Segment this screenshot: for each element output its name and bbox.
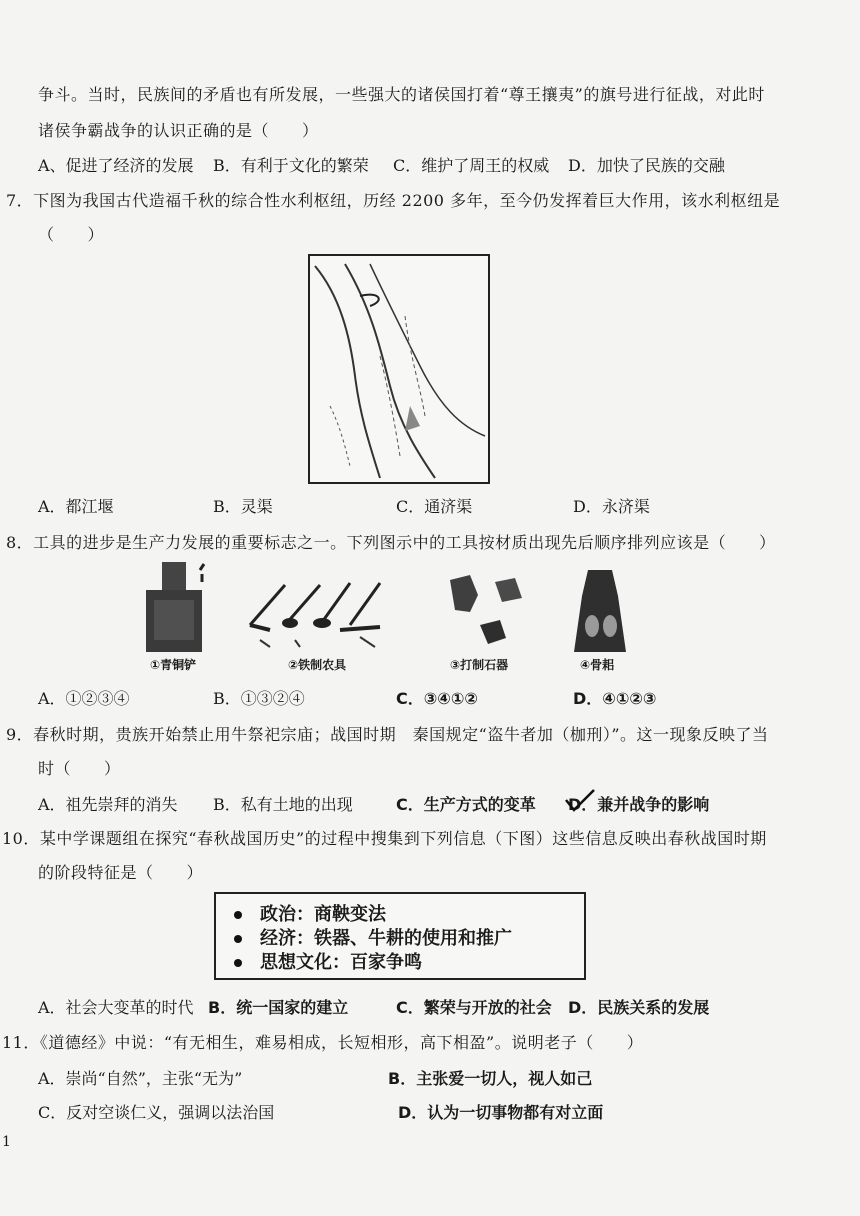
q10-stem-line1: 10．某中学课题组在探究“春秋战国历史”的过程中搜集到下列信息（下图）这些信息反映出春秋战国时期 [2, 829, 767, 848]
q10-option-b[interactable]: B．统一国家的建立 [208, 998, 349, 1017]
bullet-icon [234, 959, 242, 967]
page-edge-mark: 1 [2, 1134, 12, 1150]
q8-option-b[interactable]: B．灵渠 [213, 497, 273, 516]
q7-option-a[interactable]: A、促进了经济的发展 [38, 156, 194, 175]
q7-option-b[interactable]: B．有利于文化的繁荣 [213, 156, 369, 175]
chipped-stone-tools-icon [440, 570, 530, 650]
q11-stem-line1: 11．《道德经》中说：“有无相生，难易相成，长短相形，高下相盈”。说明老子（ ） [2, 1033, 644, 1052]
q9-stem-line2: 时（ ） [38, 759, 121, 778]
bronze-shovel-icon [140, 560, 212, 656]
q7-option-d[interactable]: D．加快了民族的交融 [568, 156, 725, 175]
bone-spade-icon [570, 566, 630, 656]
checkmark-icon [562, 786, 598, 818]
q9-option-b[interactable]: B．私有土地的出现 [213, 795, 353, 814]
q8-option-a[interactable]: A．都江堰 [38, 497, 114, 516]
dujiangyan-map-figure [308, 254, 490, 484]
q8-option-c[interactable]: C．通济渠 [396, 497, 473, 516]
bronze-shovel-image [140, 560, 212, 660]
q10-option-a[interactable]: A．社会大变革的时代 [38, 998, 194, 1017]
q8-stem-line2: （ ） [38, 225, 105, 244]
q9-option-a[interactable]: A．祖先崇拜的消失 [38, 795, 178, 814]
q11-option-c[interactable]: C．反对空谈仁义，强调以法治国 [38, 1103, 275, 1122]
q8b-stem-line1: 8．工具的进步是生产力发展的重要标志之一。下列图示中的工具按材质出现先后顺序排列应该是（ ） [6, 533, 776, 552]
info-item-politics: 政治：商鞅变法 [234, 900, 386, 926]
q7-option-c[interactable]: C．维护了周王的权威 [393, 156, 550, 175]
q9-stem-line1: 9．春秋时期，贵族开始禁止用牛祭祀宗庙；战国时期 秦国规定“盗牛者加（枷刑）”。这一现象反映了当 [6, 725, 769, 744]
q10-stem-line2: 的阶段特征是（ ） [38, 863, 204, 882]
q9-option-d[interactable]: D．兼并战争的影响 [568, 795, 710, 814]
q8b-option-a[interactable]: A．①②③④ [38, 689, 130, 708]
info-item-economy: 经济：铁器、牛耕的使用和推广 [234, 924, 512, 950]
q11-option-b[interactable]: B．主张爱一切人，视人如己 [388, 1069, 593, 1088]
q10-option-c[interactable]: C．繁荣与开放的社会 [396, 998, 552, 1017]
q9-option-c[interactable]: C．生产方式的变革 [396, 795, 536, 814]
info-box [214, 892, 586, 980]
stone-tools-image [440, 570, 530, 654]
bone-spade-image [570, 566, 630, 660]
river-map-icon [310, 256, 488, 482]
q8b-option-c[interactable]: C．③④①② [396, 689, 478, 708]
caption-stone-tools: ③打制石器 [450, 658, 509, 672]
iron-farm-tools-icon [240, 575, 390, 655]
bullet-icon [234, 911, 242, 919]
caption-bronze-shovel: ①青铜铲 [150, 658, 197, 672]
q8b-option-b[interactable]: B．①③②④ [213, 689, 305, 708]
q11-option-d[interactable]: D．认为一切事物都有对立面 [398, 1103, 604, 1122]
q10-option-d[interactable]: D．民族关系的发展 [568, 998, 710, 1017]
info-item-culture: 思想文化：百家争鸣 [234, 948, 422, 974]
q11-option-a[interactable]: A．崇尚“自然”，主张“无为” [38, 1069, 243, 1088]
caption-iron-tools: ②铁制农具 [288, 658, 347, 672]
caption-bone-spade: ④骨耜 [580, 658, 615, 672]
q8-option-d[interactable]: D．永济渠 [573, 497, 650, 516]
q8b-option-d[interactable]: D．④①②③ [573, 689, 657, 708]
q7-stem-line2: 诸侯争霸战争的认识正确的是（ ） [38, 121, 319, 140]
bullet-icon [234, 935, 242, 943]
q7-stem-line1: 争斗。当时，民族间的矛盾也有所发展，一些强大的诸侯国打着“尊王攘夷”的旗号进行征战，对此时 [38, 85, 765, 104]
iron-tools-image [240, 575, 390, 659]
q8-stem-line1: 7．下图为我国古代造福千秋的综合性水利枢纽，历经 2200 多年，至今仍发挥着巨大作用，该水利枢纽是 [6, 191, 781, 210]
